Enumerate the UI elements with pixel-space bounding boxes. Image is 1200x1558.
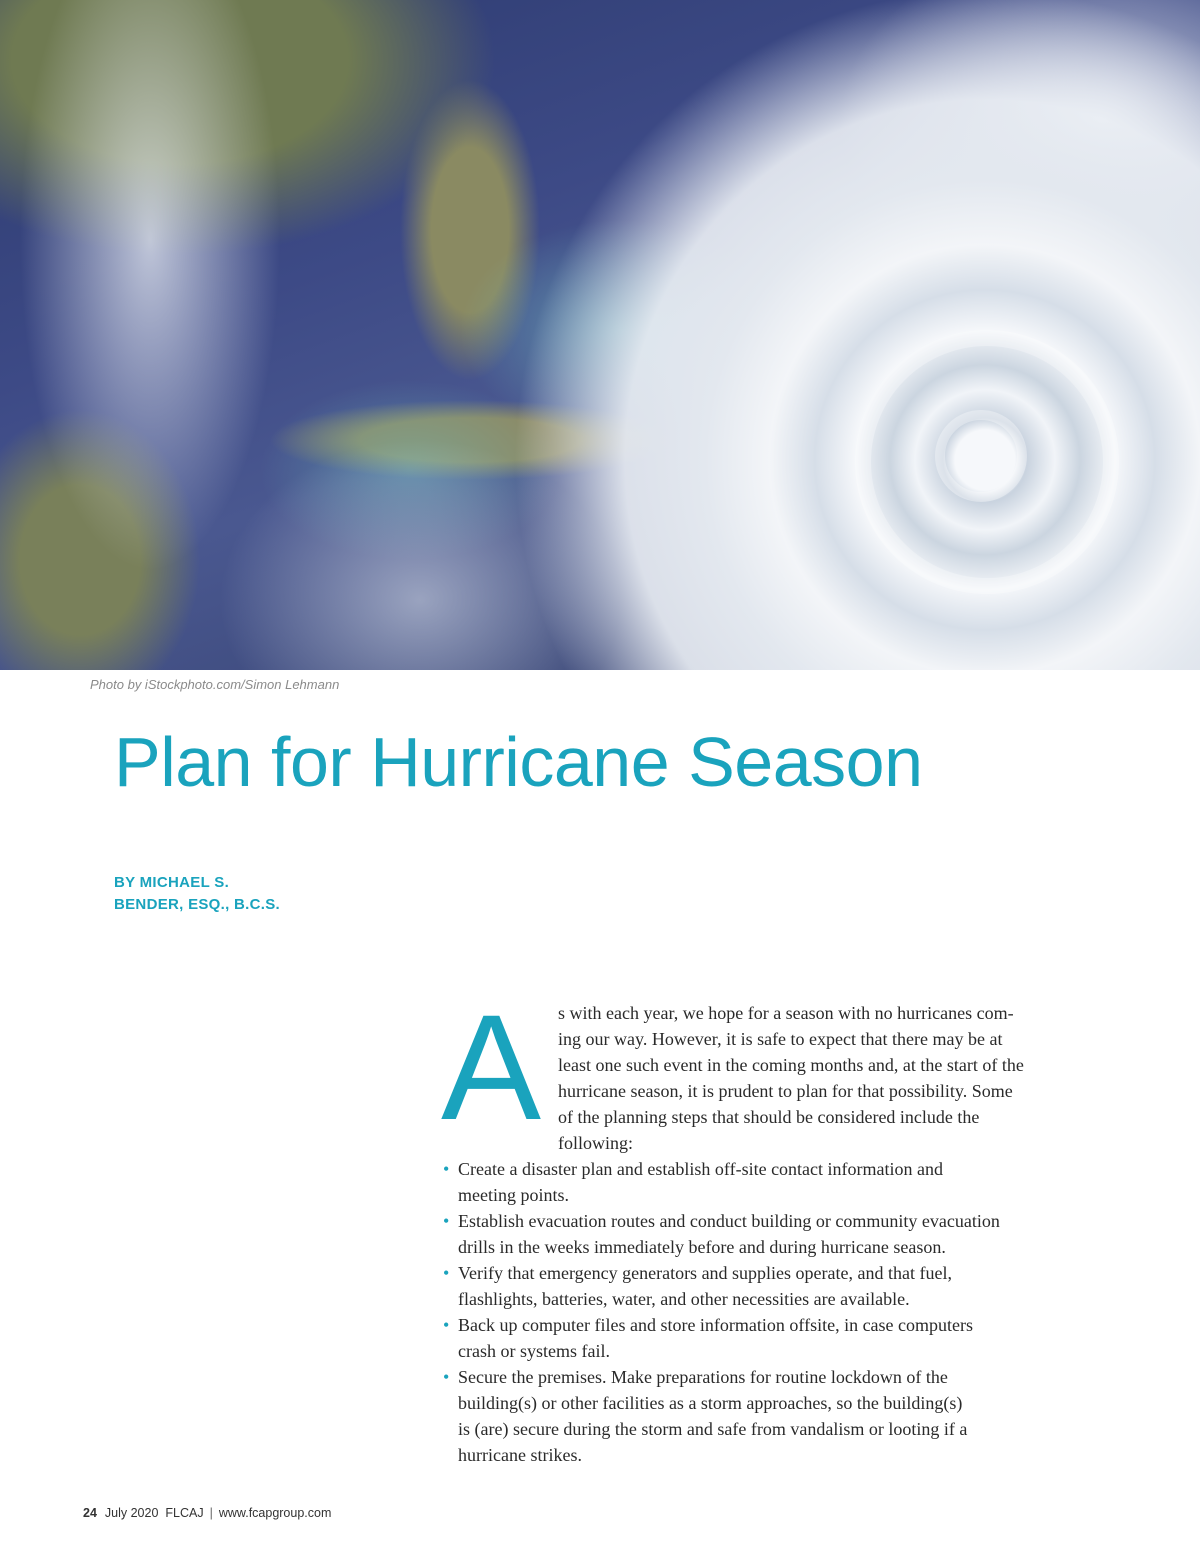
list-item-line: Secure the premises. Make preparations for routine lockdown of the: [458, 1367, 948, 1387]
list-item: [441, 1156, 1121, 1208]
footer-separator: |: [209, 1506, 213, 1520]
hurricane-satellite-image: [0, 0, 1200, 670]
intro-line: following:: [558, 1133, 633, 1153]
intro-paragraph: [558, 1000, 1118, 1156]
bullet-icon: •: [443, 1159, 450, 1179]
list-item-line: Back up computer files and store information offsite, in case computers: [458, 1315, 974, 1335]
list-item-line: is (are) secure during the storm and safe from vandalism or looting if a: [458, 1419, 968, 1439]
list-item-line: drills in the weeks immediately before and during hurricane season.: [458, 1237, 946, 1257]
article-title: Plan for Hurricane Season: [114, 723, 923, 801]
list-item: [441, 1260, 1121, 1312]
intro-line: least one such event in the coming months and, at the start of the: [558, 1055, 1024, 1075]
list-item: [441, 1312, 1121, 1364]
list-item: [441, 1208, 1121, 1260]
intro-line: ing our way. However, it is safe to expect that there may be at: [558, 1029, 1003, 1049]
planning-steps-list: [441, 1156, 1121, 1468]
bullet-icon: •: [443, 1263, 450, 1283]
bullet-icon: •: [443, 1367, 450, 1387]
intro-line: s with each year, we hope for a season with no hurricanes com-: [558, 1003, 1014, 1023]
list-item: [441, 1364, 1121, 1468]
intro-line: hurricane season, it is prudent to plan for that possibility. Some: [558, 1081, 1013, 1101]
list-item-line: hurricane strikes.: [458, 1445, 582, 1465]
intro-line: of the planning steps that should be considered include the: [558, 1107, 980, 1127]
website-link[interactable]: www.fcapgroup.com: [218, 1506, 332, 1520]
bullet-icon: •: [443, 1315, 450, 1335]
list-item-line: Establish evacuation routes and conduct building or community evacuation: [458, 1211, 1000, 1231]
photo-caption: Photo by iStockphoto.com/Simon Lehmann: [90, 677, 340, 692]
hurricane-outer-swirl-icon: [855, 330, 1119, 594]
article-body: [441, 983, 1121, 1468]
list-item-line: building(s) or other facilities as a storm approaches, so the building(s): [458, 1393, 963, 1413]
issue-label: July 2020 FLCAJ: [104, 1506, 204, 1520]
list-item-line: Create a disaster plan and establish off-site contact information and: [458, 1159, 944, 1179]
drop-cap: A: [441, 983, 542, 1151]
list-item-line: flashlights, batteries, water, and other necessities are available.: [458, 1289, 910, 1309]
byline-line-1: BY MICHAEL S.: [114, 874, 230, 891]
byline-line-2: BENDER, ESQ., B.C.S.: [114, 896, 281, 913]
page-number: 24: [83, 1506, 97, 1520]
list-item-line: crash or systems fail.: [458, 1341, 610, 1361]
bullet-icon: •: [443, 1211, 450, 1231]
page-footer: [83, 1506, 331, 1520]
byline: [114, 872, 280, 916]
list-item-line: meeting points.: [458, 1185, 569, 1205]
list-item-line: Verify that emergency generators and supplies operate, and that fuel,: [458, 1263, 952, 1283]
